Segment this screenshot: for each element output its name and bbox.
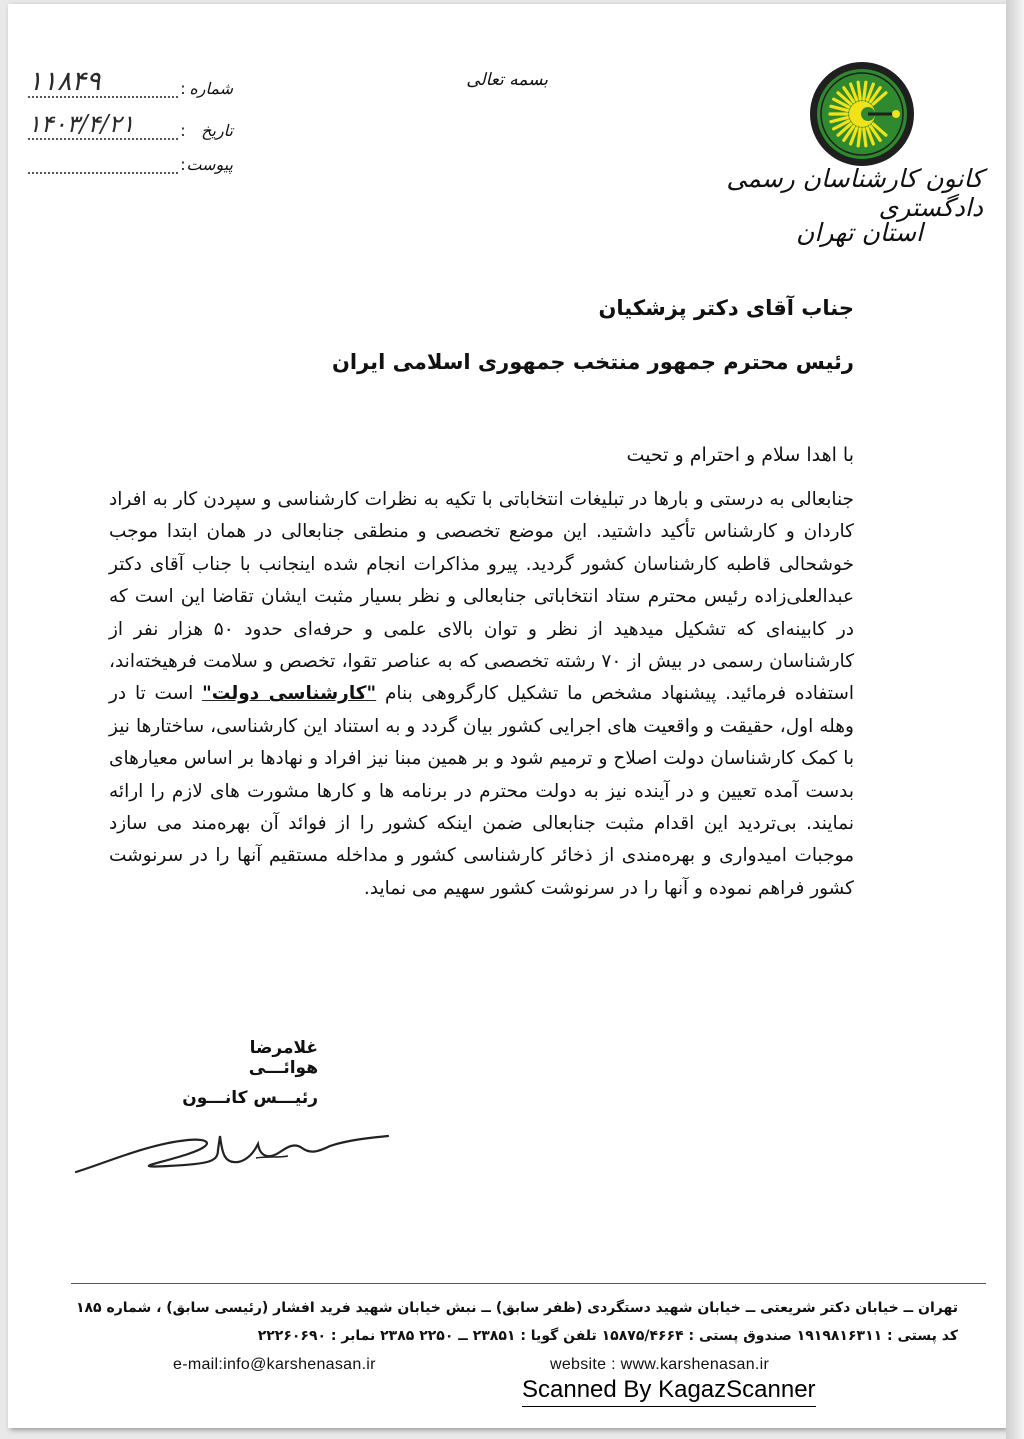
footer-email: e-mail:info@karshenasan.ir	[173, 1356, 376, 1373]
colon: :	[180, 121, 186, 140]
scanner-watermark: Scanned By KagazScanner	[522, 1376, 816, 1407]
letter-date-label: تاریخ	[201, 121, 233, 140]
signer-title: رئیـــس کانـــون	[182, 1088, 318, 1108]
colon: :	[180, 79, 186, 98]
greeting-line: با اهدا سلام و احترام و تحیت	[626, 444, 854, 466]
body-text-part2: است تا در وهله اول، حقیقت و واقعیت های اجرایی کشور بیان گردد و به استناد این کارشناسی، ساختارها نیز با کمک کارشناسان دولت اصلاح و ترمیم شود و بر همین مبنا نیز افراد و نهادها بر اساس معیارهای بدست آمده تعیین و در آینده نیز به دولت محترم در برنامه ها و کارها مشورت های لازم را ارائه نمایند. بی‌تردید این اقدام مثبت جنابعالی ضمن اینکه کشور را از فوائد آن بهره‌مند می سازد موجبات امیدواری و بهره‌مندی از ذخائر کارشناسی کشور و مداخله مستقیم آنها را در سرنوشت کشور فراهم نموده و آنها را در سرنوشت کشور سهیم می نماید.	[109, 683, 854, 899]
recipient-title: رئیس محترم جمهور منتخب جمهوری اسلامی ایران	[332, 350, 854, 374]
letter-number-label: شماره	[189, 79, 233, 98]
footer-divider	[71, 1283, 986, 1284]
footer-website: website : www.karshenasan.ir	[550, 1356, 770, 1373]
organization-logo	[808, 60, 916, 168]
letter-body	[109, 484, 854, 905]
bismillah-heading: بسمه تعالی	[466, 70, 548, 90]
logo-sun-ray	[858, 82, 860, 99]
letter-page	[8, 4, 1006, 1428]
page-edge-shadow	[1006, 0, 1024, 1439]
colon: :	[180, 155, 186, 174]
footer-address: تهران ــ خیابان دکتر شریعتی ــ خیابان شهید دستگردی (ظفر سابق) ــ نبش خیابان شهید فرید افشار (رئیسی سابق) ، شماره ۱۸۵	[75, 1300, 958, 1316]
body-highlight: "کارشناسی دولت"	[202, 683, 377, 705]
organization-province: استان تهران	[796, 218, 923, 247]
letter-attachment-label: پیوست	[186, 155, 233, 174]
letter-number-row	[28, 68, 233, 98]
letter-date-row	[28, 110, 233, 140]
footer-contacts: کد پستی : ۱۹۱۹۸۱۶۳۱۱ صندوق پستی : ۱۵۸۷۵/۴۶۶۴ تلفن گویا : ۲۳۸۵۱ ــ ۲۲۵۰ ۲۳۸۵ نمابر : ۲۲۲۶۰۶۹۰	[257, 1328, 958, 1344]
handwritten-signature	[68, 1122, 398, 1182]
logo-sun-ray	[864, 129, 866, 146]
body-text-part1: جنابعالی به درستی و بارها در تبلیغات انتخاباتی با تکیه به نظرات کارشناسی و سپردن کار به افراد کاردان و کارشناس تأکید داشتید. این موضع تخصصی و منطقی جنابعالی در همان ابتدا موجب خوشحالی قاطبه کارشناسان کشور گردید. پیرو مذاکرات انجام شده اینجانب با جناب آقای دکتر عبدالعلی‌زاده رئیس محترم ستاد انتخاباتی جنابعالی و نظر بسیار مثبت ایشان تقاضا این است که در کابینه‌ای که تشکیل میدهید از نظر و توان بالای علمی و حرفه‌ای حدود ۵۰ هزار نفر از کارشناسان رسمی در بیش از ۷۰ رشته تخصصی که به عناصر تقوا، تخصص و سلامت فرهیخته‌اند، استفاده فرمائید. پیشنهاد مشخص ما تشکیل کارگروهی بنام	[109, 489, 854, 705]
letter-number-value: ۱۱۸۴۹	[28, 68, 178, 98]
letter-date-value: ۱۴۰۳/۴/۲۱	[28, 110, 178, 140]
recipient-name: جناب آقای دکتر پزشکیان	[598, 296, 854, 320]
signer-name: غلامرضا هوائـــی	[248, 1038, 318, 1078]
logo-sun-ray	[864, 82, 866, 99]
letter-attachment-row	[28, 144, 233, 174]
letter-attachment-value	[28, 144, 178, 174]
logo-sun-ray	[858, 129, 860, 146]
organization-name: کانون کارشناسان رسمی دادگستری	[726, 164, 983, 222]
